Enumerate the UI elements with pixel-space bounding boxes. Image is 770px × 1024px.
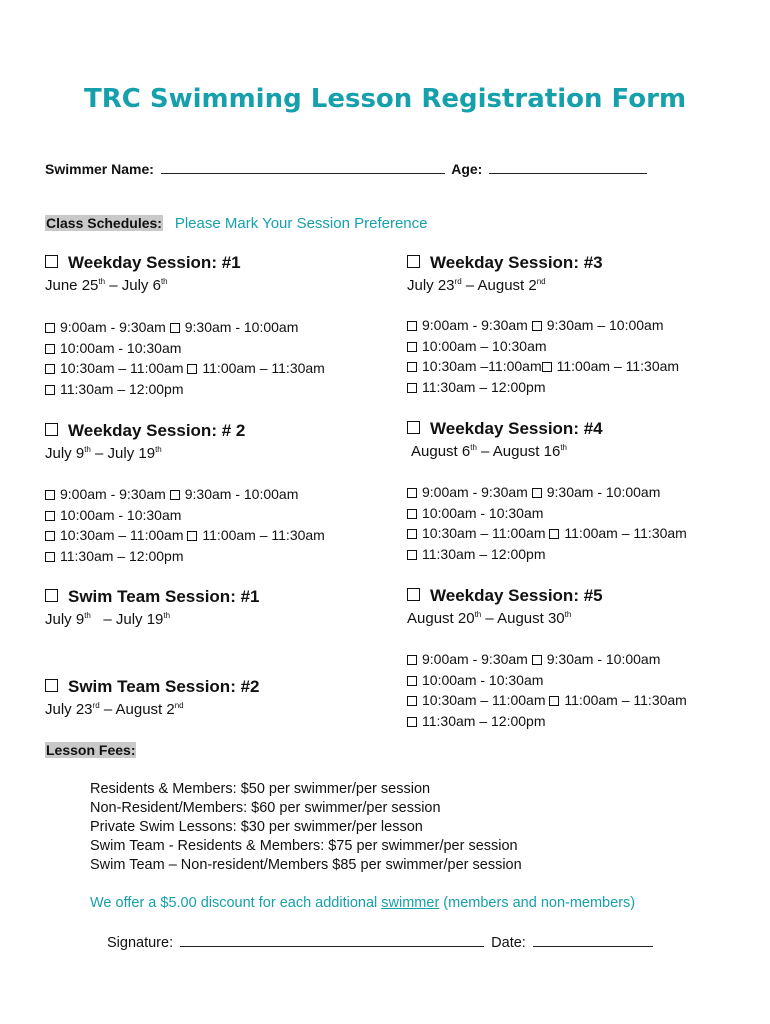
class-schedules-label: Class Schedules: [46, 215, 162, 231]
session-4-block [407, 419, 603, 460]
slot-checkbox[interactable] [407, 488, 417, 498]
age-field[interactable] [489, 159, 647, 174]
session-2-block [45, 421, 245, 462]
swim-team-2-title: Swim Team Session: #2 [68, 677, 260, 696]
slot-checkbox[interactable] [407, 550, 417, 560]
fee-item: Residents & Members: $50 per swimmer/per session [90, 781, 431, 797]
session-2-title-row [45, 421, 245, 441]
session-1-block [45, 253, 241, 294]
slot-checkbox[interactable] [532, 655, 542, 665]
slot-checkbox[interactable] [45, 344, 55, 354]
class-schedules-row [45, 215, 427, 232]
age-label: Age: [451, 161, 483, 177]
signature-label: Signature: [107, 935, 174, 951]
fees-list [90, 780, 522, 875]
session-4-slots: 9:00am - 9:30am 9:30am - 10:00am 10:00am - 10:30am 10:30am – 11:00am 11:00am – 11:30am 11:30am – 12:00pm [407, 482, 687, 564]
session-3-dates: July 23rd – August 2nd [407, 277, 546, 294]
lesson-fees-heading [45, 742, 136, 760]
session-1-checkbox[interactable] [45, 255, 58, 268]
session-4-dates: August 6th – August 16th [411, 443, 567, 460]
lesson-fees-label: Lesson Fees: [46, 742, 136, 758]
swimmer-name-field[interactable] [161, 159, 445, 174]
date-field[interactable] [533, 932, 653, 947]
slot-checkbox[interactable] [532, 488, 542, 498]
swim-team-1-title: Swim Team Session: #1 [68, 587, 260, 606]
slot-checkbox[interactable] [407, 362, 417, 372]
slot-checkbox[interactable] [170, 323, 180, 333]
form-title: TRC Swimming Lesson Registration Form [83, 84, 687, 114]
signature-field[interactable] [180, 932, 484, 947]
slot-checkbox[interactable] [407, 509, 417, 519]
slot-checkbox[interactable] [407, 655, 417, 665]
session-4-title: Weekday Session: #4 [430, 419, 603, 438]
session-4-checkbox[interactable] [407, 421, 420, 434]
session-2-checkbox[interactable] [45, 423, 58, 436]
session-5-block [407, 586, 603, 627]
session-5-title: Weekday Session: #5 [430, 586, 603, 605]
fee-item: Swim Team - Residents & Members: $75 per swimmer/per session [90, 838, 518, 854]
discount-note: We offer a $5.00 discount for each additional swimmer (members and non-members) [90, 895, 636, 911]
slot-checkbox[interactable] [45, 531, 55, 541]
slot-checkbox[interactable] [542, 362, 552, 372]
slot-checkbox[interactable] [407, 717, 417, 727]
swim-team-2-dates: July 23rd – August 2nd [45, 701, 184, 718]
session-3-checkbox[interactable] [407, 255, 420, 268]
swim-team-2-title-row [45, 677, 259, 697]
session-5-title-row [407, 586, 603, 606]
session-1-slots: 9:00am - 9:30am 9:30am - 10:00am 10:00am - 10:30am 10:30am – 11:00am 11:00am – 11:30am 11:30am – 12:00pm [45, 317, 325, 399]
slot-checkbox[interactable] [45, 364, 55, 374]
fee-item: Swim Team – Non-resident/Members $85 per swimmer/per session [90, 857, 522, 873]
slot-checkbox[interactable] [187, 364, 197, 374]
slot-checkbox[interactable] [45, 511, 55, 521]
session-1-title: Weekday Session: #1 [68, 253, 241, 272]
session-3-slots: 9:00am - 9:30am 9:30am – 10:00am 10:00am – 10:30am 10:30am –11:00am 11:00am – 11:30am 11:30am – 12:00pm [407, 315, 679, 397]
swim-team-2-block [45, 677, 259, 718]
session-5-checkbox[interactable] [407, 588, 420, 601]
class-schedules-hint: Please Mark Your Session Preference [174, 215, 428, 232]
session-2-slots: 9:00am - 9:30am 9:30am - 10:00am 10:00am - 10:30am 10:30am – 11:00am 11:00am – 11:30am 11:30am – 12:00pm [45, 484, 325, 566]
fee-item: Private Swim Lessons: $30 per swimmer/per lesson [90, 819, 423, 835]
swim-team-1-dates: July 9th – July 19th [45, 611, 171, 628]
slot-checkbox[interactable] [407, 321, 417, 331]
slot-checkbox[interactable] [45, 552, 55, 562]
session-3-title: Weekday Session: #3 [430, 253, 603, 272]
session-2-dates: July 9th – July 19th [45, 445, 162, 462]
slot-checkbox[interactable] [549, 529, 559, 539]
session-3-title-row [407, 253, 603, 273]
slot-checkbox[interactable] [407, 676, 417, 686]
slot-checkbox[interactable] [407, 696, 417, 706]
session-3-block [407, 253, 603, 294]
swim-team-1-title-row [45, 587, 259, 607]
slot-checkbox[interactable] [45, 323, 55, 333]
swim-team-1-checkbox[interactable] [45, 589, 58, 602]
signature-row [107, 932, 656, 951]
slot-checkbox[interactable] [532, 321, 542, 331]
swim-team-1-block [45, 587, 259, 628]
session-5-slots: 9:00am - 9:30am 9:30am - 10:00am 10:00am - 10:30am 10:30am – 11:00am 11:00am – 11:30am 11:30am – 12:00pm [407, 649, 687, 731]
slot-checkbox[interactable] [45, 490, 55, 500]
fee-item: Non-Resident/Members: $60 per swimmer/per session [90, 800, 441, 816]
date-label: Date: [491, 935, 526, 951]
slot-checkbox[interactable] [45, 385, 55, 395]
session-1-title-row [45, 253, 241, 273]
swimmer-link[interactable]: swimmer [381, 895, 440, 911]
swimmer-name-label: Swimmer Name: [45, 161, 154, 177]
slot-checkbox[interactable] [407, 342, 417, 352]
swim-team-2-checkbox[interactable] [45, 679, 58, 692]
session-1-dates: June 25th – July 6th [45, 277, 168, 294]
slot-checkbox[interactable] [170, 490, 180, 500]
slot-checkbox[interactable] [407, 383, 417, 393]
slot-checkbox[interactable] [407, 529, 417, 539]
session-5-dates: August 20th – August 30th [407, 610, 572, 627]
session-2-title: Weekday Session: # 2 [68, 421, 246, 440]
session-4-title-row [407, 419, 603, 439]
slot-checkbox[interactable] [187, 531, 197, 541]
swimmer-info-row [45, 159, 650, 177]
slot-checkbox[interactable] [549, 696, 559, 706]
